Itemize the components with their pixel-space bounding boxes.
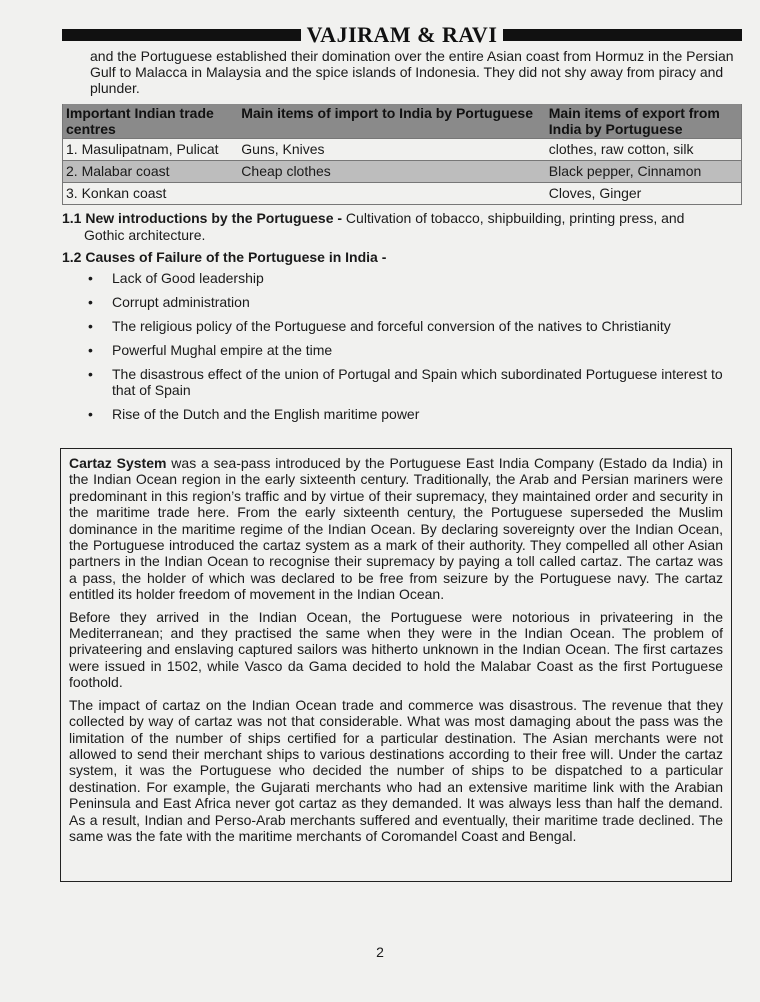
table-cell: Cheap clothes <box>238 161 545 183</box>
section-text: Cultivation of tobacco, shipbuilding, printing press, and <box>342 210 685 226</box>
table-cell: 2. Malabar coast <box>63 161 239 183</box>
table-header-cell: Main items of export from India by Portuguese <box>546 104 742 139</box>
brand-title: VAJIRAM & RAVI <box>306 22 498 47</box>
table-cell: 1. Masulipatnam, Pulicat <box>63 139 239 161</box>
trade-table <box>62 104 742 205</box>
table-cell: Guns, Knives <box>238 139 545 161</box>
page-header <box>62 24 742 46</box>
list-item: • Lack of Good leadership <box>62 270 742 286</box>
header-bar-right <box>503 29 742 41</box>
table-cell: clothes, raw cotton, silk <box>546 139 742 161</box>
section-heading: 1.1 New introductions by the Portuguese - <box>62 210 343 226</box>
table-header-row <box>63 104 742 139</box>
list-item: • Corrupt administration <box>62 294 742 310</box>
section-1-1 <box>62 210 742 244</box>
cartaz-paragraph-3: The impact of cartaz on the Indian Ocean trade and commerce was disastrous. The revenue that they collected by way of cartaz was not that considerable. What was most damaging about the pass was the limitation of the number of ships certified for a particular destination. The Asian merchants were not allowed to send their merchant ships to various destinations according to their free will. Under the cartaz system, it was the Portuguese who decided the number of ships to be dispatched to a particular destination. For example, the Gujarati merchants who had an extensive maritime link with the Arabian Peninsula and East Africa never got cartaz as they demanded. It was always less than half the demand. As a result, Indian and Perso-Arab merchants suffered and eventually, their maritime trade declined. The same was the fate with the maritime merchants of Coromandel Coast and Bengal. <box>69 696 723 844</box>
intro-paragraph: and the Portuguese established their domination over the entire Asian coast from Hormuz in the Persian Gulf to Malacca in Malaysia and the spice islands of Indonesia. They did not shy away from piracy and plunder. <box>90 48 734 96</box>
table-header-cell: Main items of import to India by Portuguese <box>238 104 545 139</box>
cartaz-paragraph-2: Before they arrived in the Indian Ocean, the Portuguese were notorious in privateering in the Mediterranean; and they practised the same when they were in the Indian Ocean. The problem of privateering and enslaving captured sailors was hitherto unknown in the Indian Ocean. The first cartazes were issued in 1502, while Vasco da Gama decided to hold the Malabar Coast as the first Portuguese foothold. <box>69 608 723 691</box>
list-item: • The disastrous effect of the union of Portugal and Spain which subordinated Portuguese interest to that of Spain <box>62 366 742 398</box>
table-cell: 3. Konkan coast <box>63 183 239 205</box>
header-bar-left <box>62 29 301 41</box>
table-cell <box>238 183 545 205</box>
table-row <box>63 161 742 183</box>
page-number: 2 <box>376 944 384 960</box>
table-row <box>63 183 742 205</box>
table-header-cell: Important Indian trade centres <box>63 104 239 139</box>
section-1-2 <box>62 249 742 266</box>
table-cell: Cloves, Ginger <box>546 183 742 205</box>
causes-list <box>62 270 742 430</box>
cartaz-text: was a sea-pass introduced by the Portuguese East India Company (Estado da India) in the Indian Ocean region in the early sixteenth century. Traditionally, the Arab and Persian mariners were predominant in this region’s traffic and by virtue of their supremacy, they maintained order and security in the maritime trade here. From the early sixteenth century, the Portuguese superseded the Muslim dominance in the maritime regime of the Indian Ocean. By declaring sovereignty over the Indian Ocean, the Portuguese introduced the cartaz system as a mark of their authority. They compelled all other Asian partners in the Indian Ocean to recognise their supremacy by paying a toll called cartaz. The cartaz was a pass, the holder of which was declared to be free from seizure by the Portuguese navy. The cartaz entitled its holder freedom of movement in the Indian Ocean. <box>69 455 723 603</box>
list-item: • Rise of the Dutch and the English maritime power <box>62 406 742 422</box>
table-cell: Black pepper, Cinnamon <box>546 161 742 183</box>
cartaz-system-box <box>60 448 732 882</box>
cartaz-term: Cartaz System <box>69 455 167 471</box>
list-item: • The religious policy of the Portuguese and forceful conversion of the natives to Christianity <box>62 318 742 334</box>
list-item: • Powerful Mughal empire at the time <box>62 342 742 358</box>
section-heading: 1.2 Causes of Failure of the Portuguese in India - <box>62 249 387 265</box>
table-row <box>63 139 742 161</box>
cartaz-paragraph-1 <box>69 455 723 603</box>
section-text-continued: Gothic architecture. <box>84 227 206 243</box>
